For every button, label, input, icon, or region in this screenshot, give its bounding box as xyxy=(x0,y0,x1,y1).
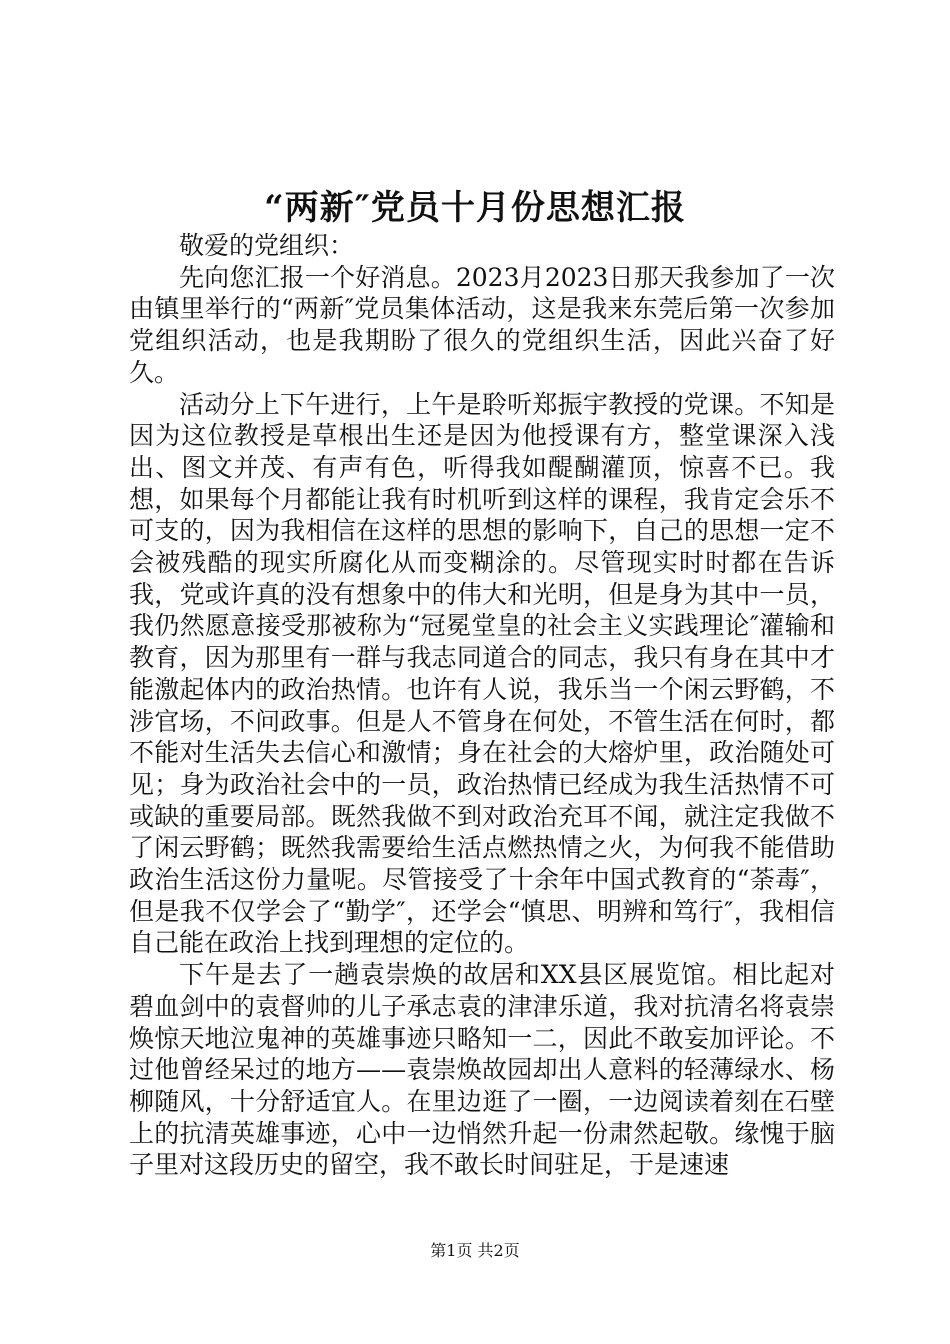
salutation: 敬爱的党组织： xyxy=(179,231,355,260)
paragraph-3: 下午是去了一趟袁崇焕的故居和XX县区展览馆。相比起对碧血剑中的袁督帅的儿子承志袁的津津乐道，我对抗清名将袁崇焕惊天地泣鬼神的英雄事迹只略知一二，因此不敢妄加评论。不过他曾经呆过的地方——袁崇焕故园却出人意料的轻薄绿水、杨柳随风，十分舒适宜人。在里边逛了一圈，一边阅读着刻在石壁上的抗清英雄事迹，心中一边悄然升起一份肃然起敬。缘愧于脑子里对这段历史的留空，我不敢长时间驻足，于是速速 xyxy=(129,960,835,1180)
document-body xyxy=(129,230,835,1181)
page-number-footer: 第1页 共2页 xyxy=(430,1241,520,1260)
paragraph-1: 先向您汇报一个好消息。2023月2023日那天我参加了一次由镇里举行的“两新″党员集体活动，这是我来东莞后第一次参加党组织活动，也是我期盼了很久的党组织生活，因此兴奋了好久。 xyxy=(129,262,835,387)
paragraph-2: 活动分上下午进行，上午是聆听郑振宇教授的党课。不知是因为这位教授是草根出生还是因为他授课有方，整堂课深入浅出、图文并茂、有声有色，听得我如醍醐灌顶，惊喜不已。我想，如果每个月都能让我有时机听到这样的课程，我肯定会乐不可支的，因为我相信在这样的思想的影响下，自己的思想一定不会被残酷的现实所腐化从而变糊涂的。尽管现实时时都在告诉我，党或许真的没有想象中的伟大和光明，但是身为其中一员，我仍然愿意接受那被称为“冠冕堂皇的社会主义实践理论″灌输和教育，因为那里有一群与我志同道合的同志，我只有身在其中才能激起体内的政治热情。也许有人说，我乐当一个闲云野鹤，不涉官场，不问政事。但是人不管身在何处，不管生活在何时，都不能对生活失去信心和激情；身在社会的大熔炉里，政治随处可见；身为政治社会中的一员，政治热情已经成为我生活热情不可或缺的重要局部。既然我做不到对政治充耳不闻，就注定我做不了闲云野鹤；既然我需要给生活点燃热情之火，为何我不能借助政治生活这份力量呢。尽管接受了十余年中国式教育的“荼毒″，但是我不仅学会了“勤学″，还学会“慎思、明辨和笃行″，我相信自己能在政治上找到理想的定位的。 xyxy=(129,389,835,958)
document-title: “两新″党员十月份思想汇报 xyxy=(264,188,686,228)
